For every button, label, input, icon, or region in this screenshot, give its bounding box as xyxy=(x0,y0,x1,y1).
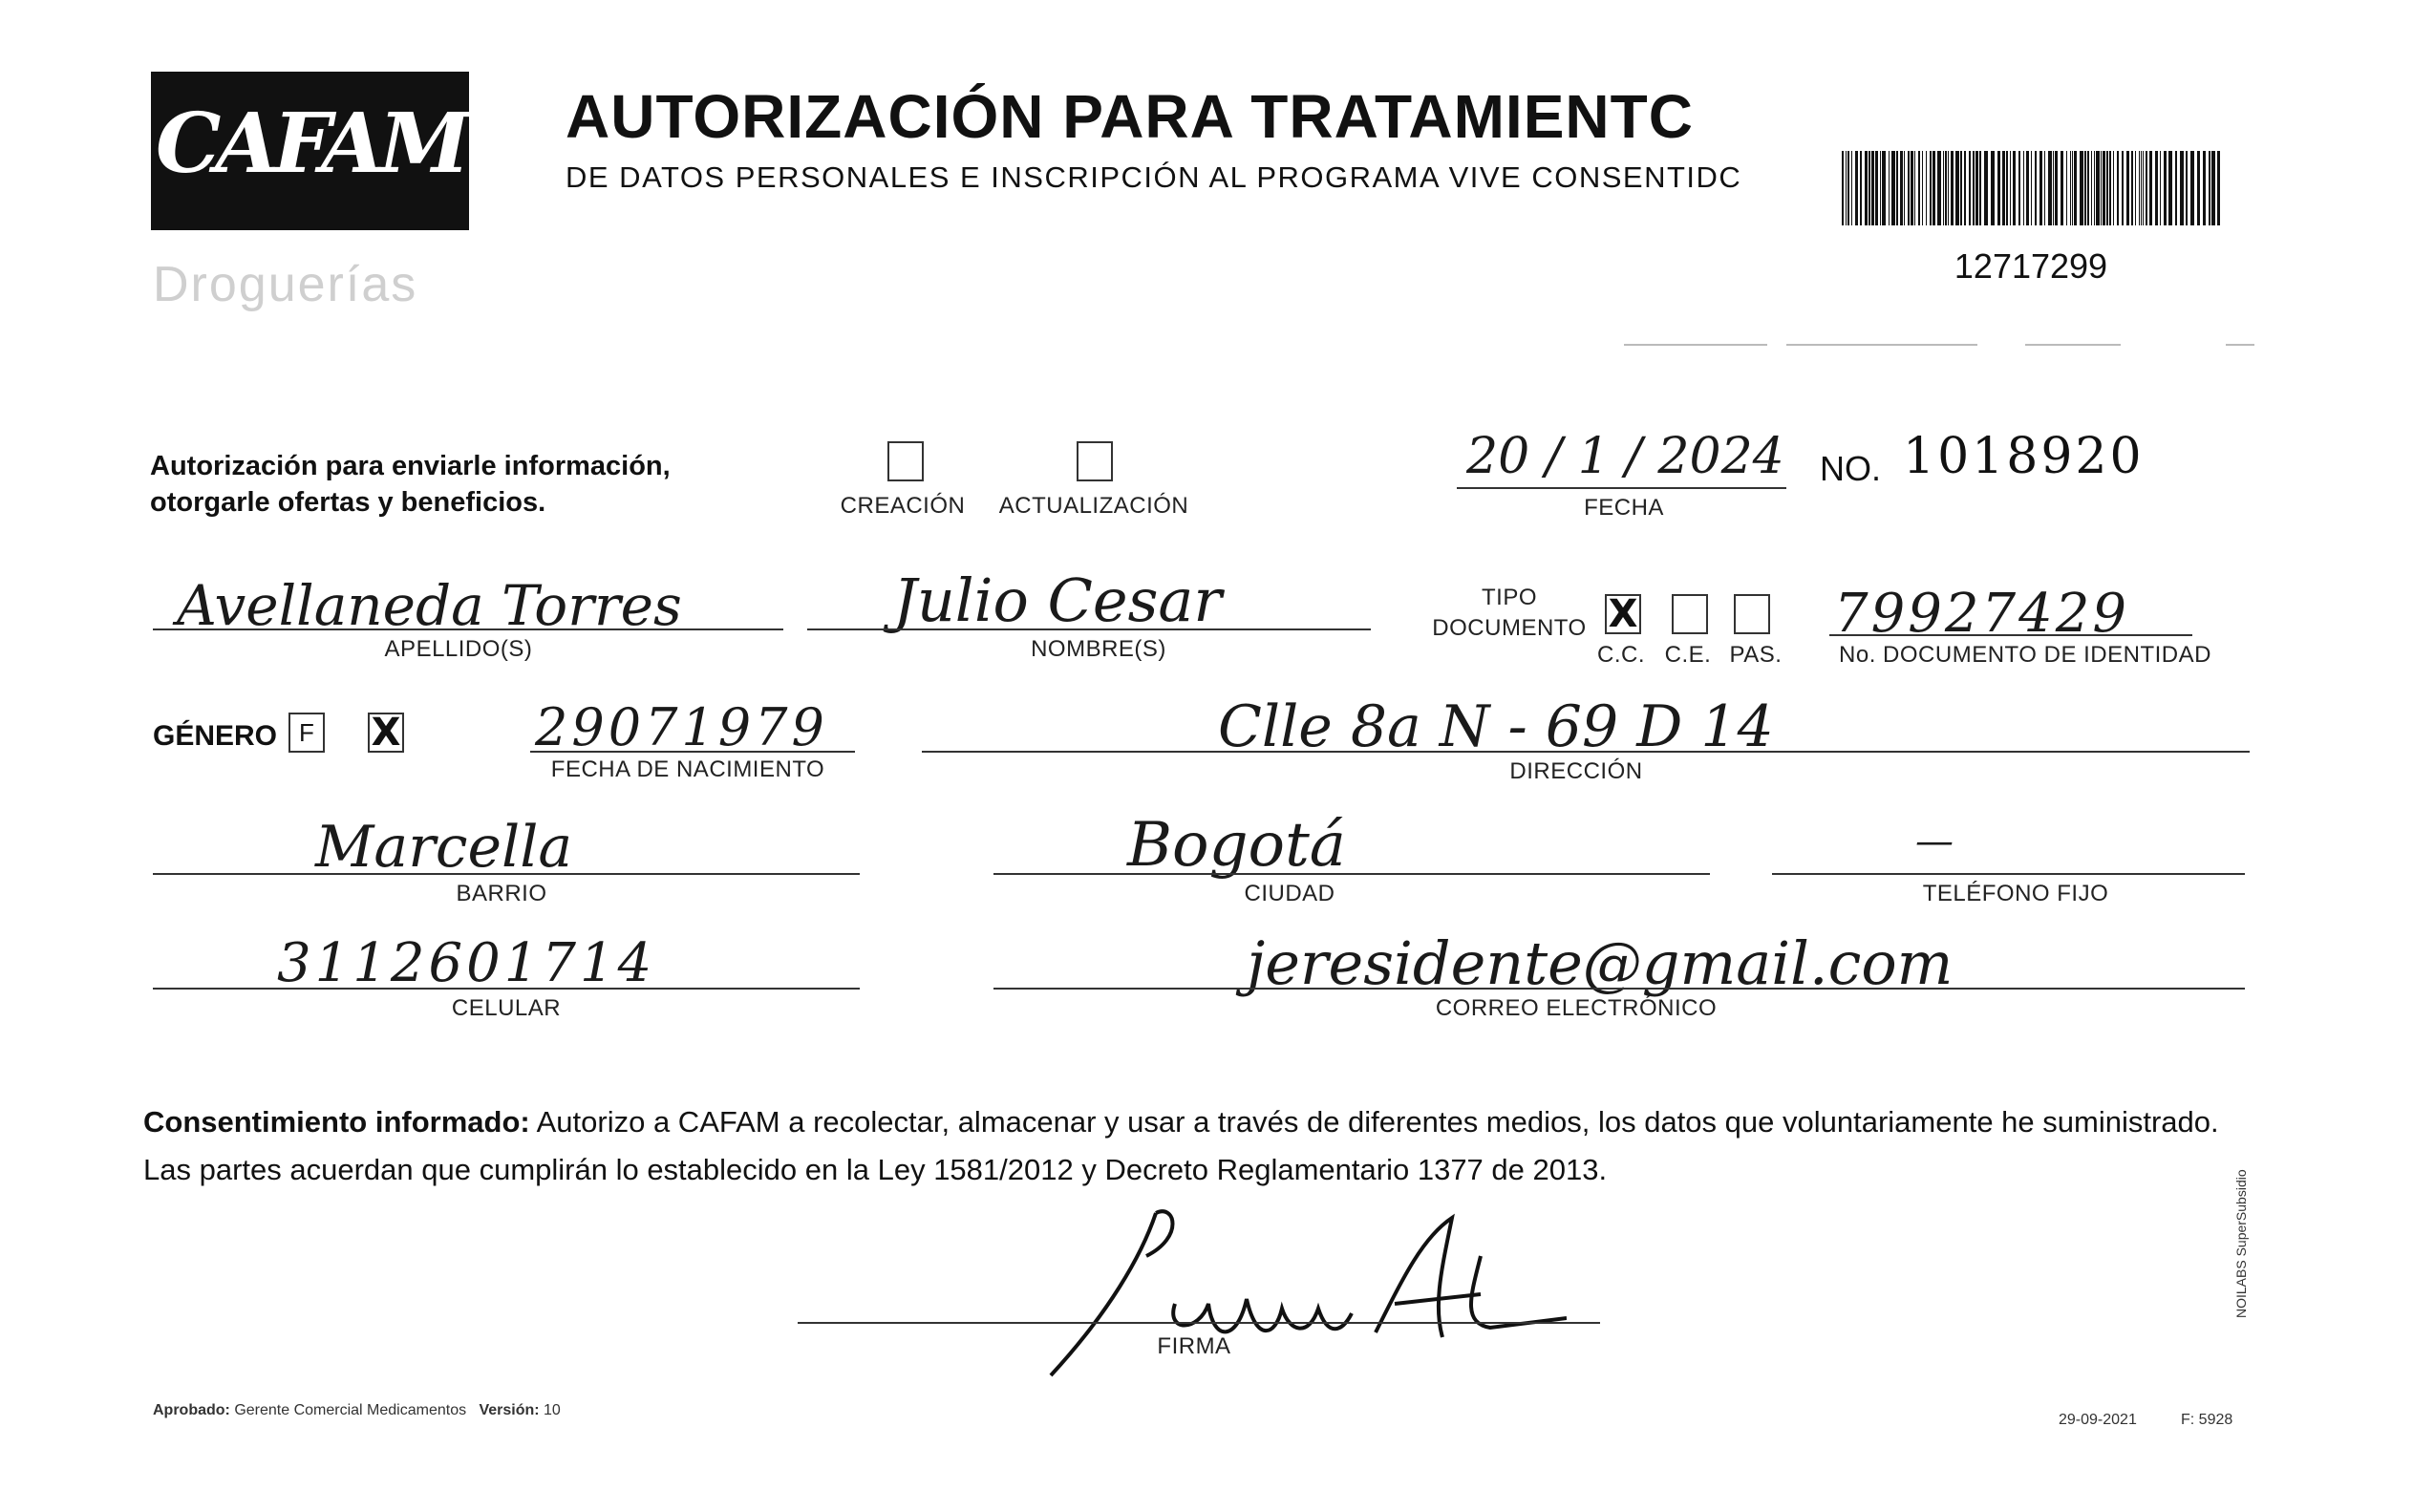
apellidos-label: APELLIDO(S) xyxy=(384,636,533,662)
footer-approval xyxy=(153,1402,561,1419)
tipo-label: TIPO xyxy=(1481,585,1537,610)
celular-label: CELULAR xyxy=(451,995,562,1021)
correo-value[interactable]: jeresidente@gmail.com xyxy=(1247,928,1954,998)
aprobado-label: Aprobado: xyxy=(153,1402,230,1418)
consent-paragraph xyxy=(143,1098,2245,1194)
cc-checkbox[interactable]: X xyxy=(1605,594,1641,634)
divider xyxy=(1786,344,1977,346)
document-title: AUTORIZACIÓN PARA TRATAMIENTC xyxy=(566,82,1694,151)
version-label: Versión: xyxy=(479,1402,540,1418)
auth-text-line2: otorgarle ofertas y beneficios. xyxy=(150,487,546,518)
documento-numero-label: No. DOCUMENTO DE IDENTIDAD xyxy=(1839,642,2211,668)
direccion-label: DIRECCIÓN xyxy=(1509,758,1643,784)
barrio-value[interactable]: Marcella xyxy=(315,814,573,881)
footer-code: F: 5928 xyxy=(2181,1412,2233,1428)
documento-line xyxy=(1829,634,2192,636)
correo-line xyxy=(993,988,2245,990)
celular-line xyxy=(153,988,860,990)
firma-label: FIRMA xyxy=(1157,1333,1231,1359)
logo-subtitle: Droguerías xyxy=(153,257,418,312)
telefono-value[interactable]: — xyxy=(1915,820,1954,863)
nacimiento-value[interactable]: 29071979 xyxy=(535,697,828,757)
divider xyxy=(2025,344,2121,346)
apellidos-line xyxy=(153,628,783,630)
consent-text-1: Autorizo a CAFAM a recolectar, almacenar y usar a través de diferentes medios, los datos que voluntariamente he suministrado. xyxy=(529,1105,2219,1139)
barcode-number: 12717299 xyxy=(1954,246,2108,286)
creacion-checkbox[interactable] xyxy=(887,441,924,481)
signature-image xyxy=(1032,1199,1567,1380)
pas-checkbox[interactable] xyxy=(1734,594,1770,634)
ce-label: C.E. xyxy=(1664,642,1712,668)
form-number: 1018920 xyxy=(1903,428,2145,485)
celular-value[interactable]: 3112601714 xyxy=(277,932,656,994)
creacion-label: CREACIÓN xyxy=(840,493,966,519)
fecha-value[interactable]: 20 / 1 / 2024 xyxy=(1466,428,1784,485)
divider xyxy=(2226,344,2254,346)
telefono-line xyxy=(1772,873,2245,875)
fecha-line xyxy=(1457,487,1786,489)
auth-text-line1: Autorización para enviarle información, xyxy=(150,451,671,481)
cafam-logo: CAFAM xyxy=(155,96,465,192)
nombres-label: NOMBRE(S) xyxy=(1031,636,1166,662)
pas-label: PAS. xyxy=(1729,642,1783,668)
direccion-value[interactable]: Clle 8a N - 69 D 14 xyxy=(1218,693,1774,760)
barrio-line xyxy=(153,873,860,875)
cc-label: C.C. xyxy=(1597,642,1645,668)
nombres-value[interactable]: Julio Cesar xyxy=(893,565,1223,635)
nacimiento-label: FECHA DE NACIMIENTO xyxy=(550,756,825,782)
actualizacion-label: ACTUALIZACIÓN xyxy=(998,493,1189,519)
correo-label: CORREO ELECTRÓNICO xyxy=(1435,995,1718,1021)
barrio-label: BARRIO xyxy=(456,881,547,906)
footer-date: 29-09-2021 xyxy=(2059,1412,2137,1428)
ciudad-line xyxy=(993,873,1710,875)
document-subtitle: DE DATOS PERSONALES E INSCRIPCIÓN AL PROGRAMA VIVE CONSENTIDC xyxy=(566,160,1742,194)
side-print-text: NOILABS SuperSubsidio xyxy=(2233,1169,2249,1318)
barcode-icon xyxy=(1842,151,2220,225)
divider xyxy=(1624,344,1767,346)
nombres-line xyxy=(807,628,1371,630)
consent-title: Consentimiento informado: xyxy=(143,1105,530,1139)
aprobado-value: Gerente Comercial Medicamentos xyxy=(234,1402,467,1418)
genero-label: GÉNERO xyxy=(153,720,278,752)
apellidos-value[interactable]: Avellaneda Torres xyxy=(177,573,682,638)
documento-value[interactable]: 79927429 xyxy=(1834,583,2130,645)
nacimiento-line xyxy=(530,751,855,753)
genero-m-checkbox[interactable]: X xyxy=(368,713,404,753)
firma-line xyxy=(798,1322,1600,1324)
telefono-label: TELÉFONO FIJO xyxy=(1922,881,2109,906)
version-value: 10 xyxy=(544,1402,561,1418)
direccion-line xyxy=(922,751,2250,753)
consent-text-2: Las partes acuerdan que cumplirán lo establecido en la Ley 1581/2012 y Decreto Reglamentario 1377 de 2013. xyxy=(143,1153,1608,1186)
ciudad-value[interactable]: Bogotá xyxy=(1127,810,1346,881)
no-label: NO. xyxy=(1820,449,1882,488)
fecha-label: FECHA xyxy=(1584,495,1664,521)
genero-f-checkbox[interactable]: F xyxy=(288,713,325,753)
documento-label: DOCUMENTO xyxy=(1432,615,1587,641)
actualizacion-checkbox[interactable] xyxy=(1077,441,1113,481)
ciudad-label: CIUDAD xyxy=(1244,881,1335,906)
ce-checkbox[interactable] xyxy=(1672,594,1708,634)
